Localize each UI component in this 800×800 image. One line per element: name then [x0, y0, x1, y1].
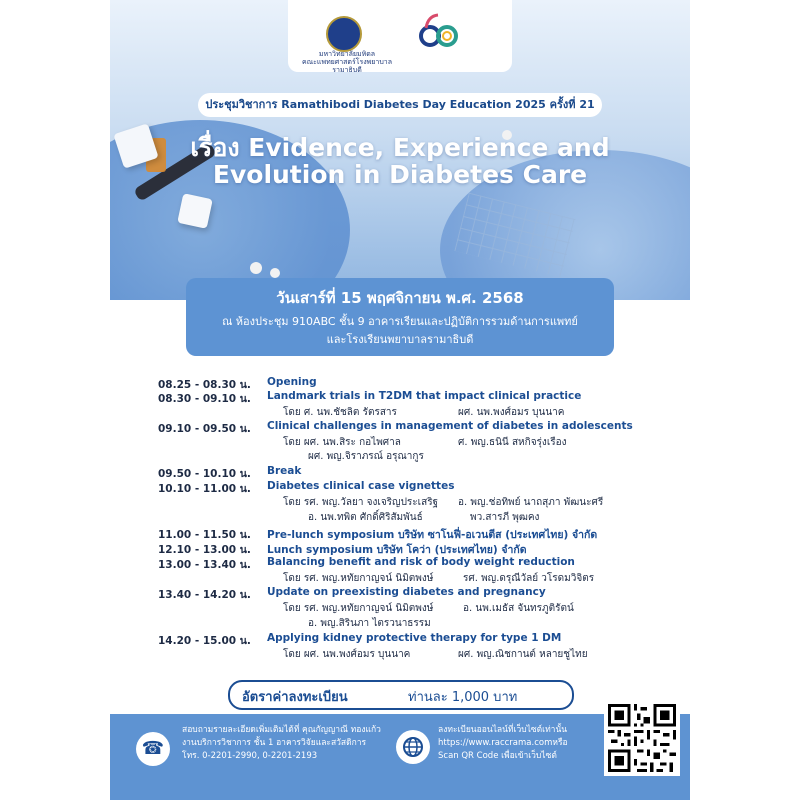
footer — [110, 714, 690, 800]
speaker: รศ. พญ.ดรุณีวัลย์ วโรดมวิจิตร — [463, 573, 595, 584]
page-title-line1: เรื่อง Evidence, Experience and — [190, 133, 610, 162]
agenda-time: 12.10 - 13.00 น. — [158, 544, 251, 556]
event-info-panel — [186, 278, 614, 356]
speaker: ผศ. นพ.พงศ์อมร บุนนาค — [458, 407, 565, 418]
university-name: มหาวิทยาลัยมหิดล คณะแพทยศาสตร์โรงพยาบาลรามาธิบดี — [302, 50, 392, 74]
agenda-topic: Landmark trials in T2DM that impact clinical practice — [267, 390, 582, 402]
event-venue-line2: และโรงเรียนพยาบาลรามาธิบดี — [326, 333, 474, 346]
agenda-time: 10.10 - 11.00 น. — [158, 483, 251, 495]
logo-panel — [288, 0, 512, 72]
phone-icon: ☎ — [136, 732, 170, 766]
conference-tag: ประชุมวิชาการ Ramathibodi Diabetes Day Education 2025 ครั้งที่ 21 — [198, 93, 602, 117]
agenda-time: 08.25 - 08.30 น. — [158, 379, 251, 391]
speaker: ศ. พญ.ธนินี สหกิจรุ่งเรือง — [458, 437, 567, 448]
speaker: โดย ผศ. นพ.สิระ กอไพศาล — [283, 437, 401, 448]
qr-code-icon[interactable] — [604, 700, 680, 776]
speaker: ผศ. พญ.จิราภรณ์ อรุณากูร — [308, 451, 424, 462]
agenda-topic: Update on preexisting diabetes and pregnancy — [267, 586, 546, 598]
agenda-topic: Lunch symposium บริษัท โคว่า (ประเทศไทย) จำกัด — [267, 544, 527, 556]
header-image — [110, 0, 690, 300]
agenda-time: 14.20 - 15.00 น. — [158, 635, 251, 647]
agenda-time: 09.10 - 09.50 น. — [158, 423, 251, 435]
agenda-topic: Pre-lunch symposium บริษัท ซาโนฟี่-อเวนตีส (ประเทศไทย) จำกัด — [267, 529, 598, 541]
globe-icon — [396, 730, 430, 764]
agenda-topic: Balancing benefit and risk of body weight reduction — [267, 556, 575, 568]
event-venue-line1: ณ ห้องประชุม 910ABC ชั้น 9 อาคารเรียนและปฏิบัติการรวมด้านการแพทย์ — [222, 315, 578, 328]
anniversary-60-logo-icon — [418, 12, 458, 52]
agenda-topic: Diabetes clinical case vignettes — [267, 480, 455, 492]
speaker: โดย ศ. นพ.ชัชลิต รัตรสาร — [283, 407, 397, 418]
agenda-time: 13.40 - 14.20 น. — [158, 589, 251, 601]
agenda-time: 08.30 - 09.10 น. — [158, 393, 251, 405]
speaker: อ. นพ.เมธัส จันทรภูติรัตน์ — [463, 603, 574, 614]
agenda-time: 13.00 - 13.40 น. — [158, 559, 251, 571]
speaker: อ. พญ.สิรินภา ไตรวนาธรรม — [308, 618, 431, 629]
agenda-time: 09.50 - 10.10 น. — [158, 468, 251, 480]
speaker: โดย รศ. พญ.หทัยกาญจน์ นิมิตพงษ์ — [283, 603, 434, 614]
speaker: อ. พญ.ช่อทิพย์ นาถสุภา พัฒนะศรี — [458, 497, 604, 508]
online-registration-info: ลงทะเบียนออนไลน์ที่เว็บไซต์เท่านั้น https://www.raccrama.comหรือ Scan QR Code เพื่อเข้าเว็บไซต์ — [438, 724, 598, 763]
page-title-line2: Evolution in Diabetes Care — [212, 160, 588, 189]
mahidol-seal-icon — [326, 16, 362, 52]
fee-value: ท่านละ 1,000 บาท — [408, 690, 518, 705]
agenda-topic: Break — [267, 465, 302, 477]
speaker: โดย รศ. พญ.วัลยา จงเจริญประเสริฐ — [283, 497, 439, 508]
poster — [110, 0, 690, 800]
speaker: โดย ผศ. นพ.พงศ์อมร บุนนาค — [283, 649, 411, 660]
registration-link[interactable]: https://www.raccrama.comหรือ — [438, 738, 568, 748]
registration-fee-badge — [228, 680, 574, 710]
agenda-time: 11.00 - 11.50 น. — [158, 529, 251, 541]
fee-label: อัตราค่าลงทะเบียน — [242, 690, 348, 705]
agenda-topic: Opening — [267, 376, 317, 388]
speaker: ผศ. พญ.ณิชกานต์ หลายชูไทย — [458, 649, 588, 660]
event-date: วันเสาร์ที่ 15 พฤศจิกายน พ.ศ. 2568 — [276, 289, 524, 307]
agenda-topic: Applying kidney protective therapy for type 1 DM — [267, 632, 562, 644]
speaker: พว.สารภี พุฒคง — [470, 512, 540, 523]
speaker: โดย รศ. พญ.หทัยกาญจน์ นิมิตพงษ์ — [283, 573, 434, 584]
speaker: อ. นพ.ทพิต ศักดิ์ศิริสัมพันธ์ — [308, 512, 423, 523]
contact-info: สอบถามรายละเอียดเพิ่มเติมได้ที่ คุณกัญญาณี ทองแก้ว งานบริการวิชาการ ชั้น 1 อาคารวิจัยและสวัสดิการ โทร. 0-2201-2990, 0-2201-2193 — [182, 725, 381, 761]
agenda-topic: Clinical challenges in management of diabetes in adolescents — [267, 420, 633, 432]
